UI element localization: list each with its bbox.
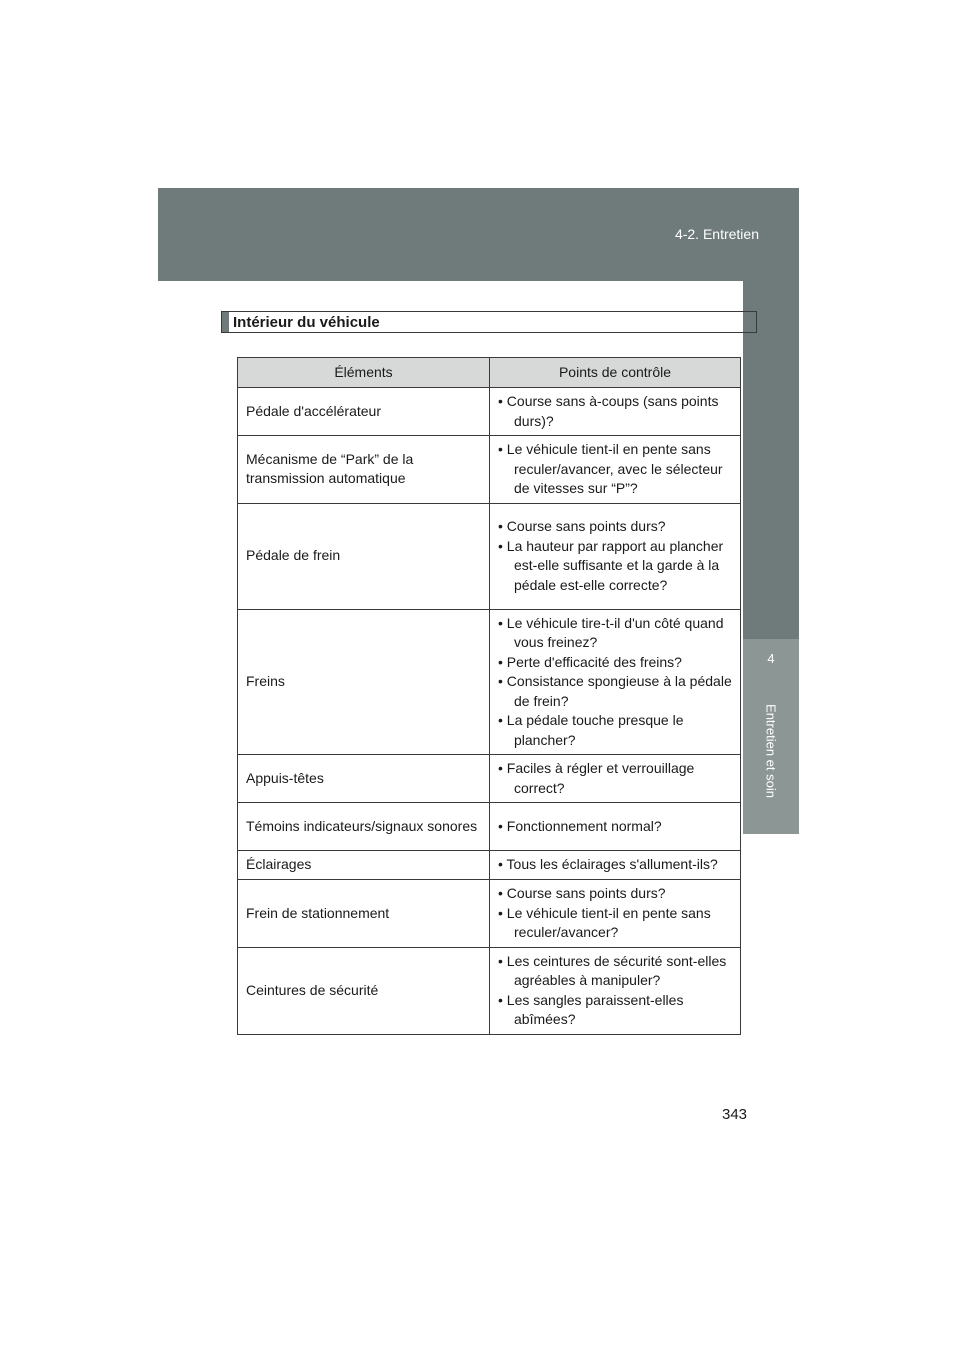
checkpoint-list bbox=[498, 884, 732, 943]
row-item-name: Freins bbox=[238, 609, 490, 755]
inspection-table bbox=[237, 357, 741, 1035]
row-checkpoints bbox=[490, 947, 741, 1034]
table-row bbox=[238, 880, 741, 948]
row-item-name: Mécanisme de “Park” de la transmission automatique bbox=[238, 436, 490, 504]
checkpoint-list bbox=[498, 817, 732, 837]
row-checkpoints bbox=[490, 388, 741, 436]
checkpoint-item: • La hauteur par rapport au plancher est-elle suffisante et la garde à la pédale est-elle correcte? bbox=[498, 537, 724, 593]
row-item-name: Frein de stationnement bbox=[238, 880, 490, 948]
row-item-name: Ceintures de sécurité bbox=[238, 947, 490, 1034]
checkpoint-item: • Le véhicule tire-t-il d'un côté quand vous freinez? bbox=[498, 614, 724, 650]
header-band bbox=[158, 188, 799, 281]
row-checkpoints bbox=[490, 436, 741, 504]
table-row bbox=[238, 436, 741, 504]
checkpoint-item: • Le véhicule tient-il en pente sans reculer/avancer? bbox=[498, 904, 711, 940]
table-row bbox=[238, 947, 741, 1034]
table-row bbox=[238, 388, 741, 436]
row-checkpoints bbox=[490, 609, 741, 755]
checkpoint-item: • Les ceintures de sécurité sont-elles agréables à manipuler? bbox=[498, 952, 727, 988]
row-checkpoints bbox=[490, 503, 741, 609]
header-section-title: 4-2. Entretien bbox=[674, 226, 759, 242]
checkpoint-item: • Course sans points durs? bbox=[498, 518, 666, 534]
checkpoint-list bbox=[498, 759, 732, 798]
checkpoint-item: • Course sans points durs? bbox=[498, 885, 666, 901]
section-title: Intérieur du véhicule bbox=[233, 314, 380, 331]
checkpoint-list bbox=[498, 855, 732, 875]
checkpoint-item: • Perte d'efficacité des freins? bbox=[498, 653, 682, 670]
table-row bbox=[238, 851, 741, 880]
section-title-accent bbox=[222, 312, 229, 332]
checkpoint-item: • Faciles à régler et verrouillage correct? bbox=[498, 760, 695, 796]
checkpoint-item: • Consistance spongieuse à la pédale de frein? bbox=[498, 673, 732, 709]
checkpoint-item: • Fonctionnement normal? bbox=[498, 817, 662, 834]
checkpoint-item: • Tous les éclairages s'allument-ils? bbox=[498, 856, 718, 873]
chapter-side-tab bbox=[743, 281, 799, 834]
page-number: 343 bbox=[722, 1106, 748, 1123]
checkpoint-item: • Les sangles paraissent-elles abîmées? bbox=[498, 991, 684, 1027]
table-row bbox=[238, 503, 741, 609]
row-checkpoints bbox=[490, 851, 741, 880]
checkpoint-item: • Course sans à-coups (sans points durs)? bbox=[498, 393, 719, 429]
column-header-items: Éléments bbox=[238, 358, 490, 388]
table-row bbox=[238, 755, 741, 803]
checkpoint-item: • Le véhicule tient-il en pente sans reculer/avancer, avec le sélecteur de vitesses sur “P”? bbox=[498, 441, 723, 496]
checkpoint-list bbox=[498, 440, 732, 499]
row-checkpoints bbox=[490, 880, 741, 948]
row-checkpoints bbox=[490, 803, 741, 851]
section-title-box bbox=[221, 311, 757, 333]
checkpoint-item: • La pédale touche presque le plancher? bbox=[498, 712, 684, 748]
row-checkpoints bbox=[490, 755, 741, 803]
table-row bbox=[238, 609, 741, 755]
checkpoint-list bbox=[498, 952, 732, 1030]
table-header-row bbox=[238, 358, 741, 388]
row-item-name: Pédale de frein bbox=[238, 503, 490, 609]
row-item-name: Éclairages bbox=[238, 851, 490, 880]
checkpoint-list bbox=[498, 517, 732, 595]
column-header-checkpoints: Points de contrôle bbox=[490, 358, 741, 388]
row-item-name: Témoins indicateurs/signaux sonores bbox=[238, 803, 490, 851]
row-item-name: Pédale d'accélérateur bbox=[238, 388, 490, 436]
checkpoint-list bbox=[498, 392, 732, 431]
chapter-number: 4 bbox=[767, 651, 775, 666]
row-item-name: Appuis-têtes bbox=[238, 755, 490, 803]
chapter-label: Entretien et soin bbox=[763, 704, 779, 798]
table-row bbox=[238, 803, 741, 851]
checkpoint-list bbox=[498, 614, 732, 751]
